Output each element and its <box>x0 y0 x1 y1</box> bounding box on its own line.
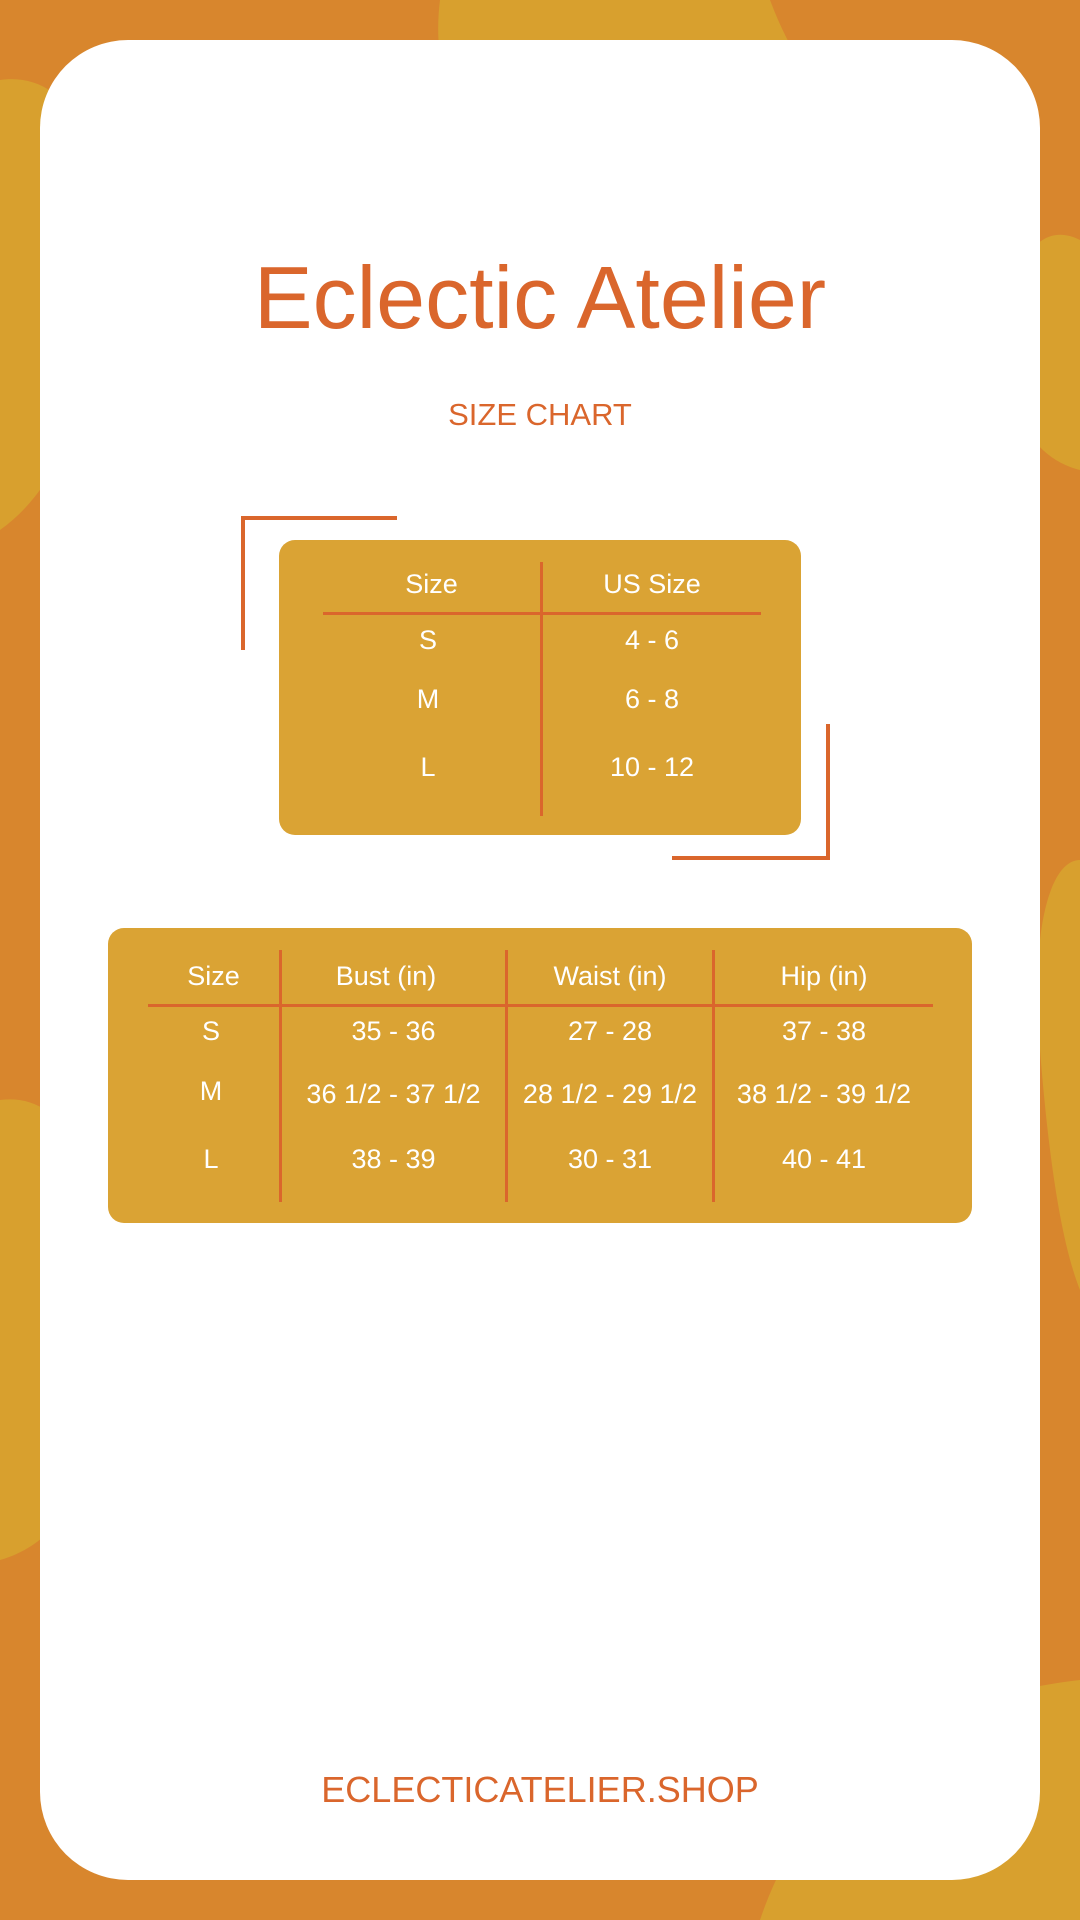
us-row-1-us-size: 4 - 6 <box>624 625 680 655</box>
meas-row-1-bust: 35 - 36 <box>351 1016 436 1046</box>
us-row-2-size: M <box>416 684 440 714</box>
meas-row-3-waist: 30 - 31 <box>567 1144 653 1174</box>
us-header-us-size: US Size <box>603 569 701 599</box>
meas-header-bust: Bust (in) <box>335 961 437 991</box>
meas-row-1-size: S <box>201 1016 220 1046</box>
size-chart-subtitle: SIZE CHART <box>448 397 632 432</box>
us-size-table <box>279 540 801 835</box>
meas-table-header-divider <box>148 1004 933 1007</box>
meas-header-hip: Hip (in) <box>780 961 868 991</box>
us-header-size: Size <box>405 569 458 599</box>
meas-header-size: Size <box>187 961 240 991</box>
meas-row-2-bust: 36 1/2 - 37 1/2 <box>306 1079 481 1109</box>
meas-row-3-bust: 38 - 39 <box>351 1144 436 1174</box>
meas-row-3-hip: 40 - 41 <box>781 1144 867 1174</box>
meas-row-3-size: L <box>203 1144 219 1174</box>
meas-row-2-hip: 38 1/2 - 39 1/2 <box>736 1079 912 1109</box>
us-row-2-us-size: 6 - 8 <box>624 684 680 714</box>
measurement-table <box>108 928 972 1223</box>
us-row-3-us-size: 10 - 12 <box>609 752 695 782</box>
meas-row-1-hip: 37 - 38 <box>781 1016 867 1046</box>
brand-title: Eclectic Atelier <box>253 248 827 347</box>
us-table-header-divider <box>323 612 761 615</box>
meas-row-2-waist: 28 1/2 - 29 1/2 <box>522 1079 698 1109</box>
meas-header-waist: Waist (in) <box>553 961 667 991</box>
us-row-1-size: S <box>418 625 437 655</box>
us-row-3-size: L <box>420 752 436 782</box>
website-link[interactable]: ECLECTICATELIER.SHOP <box>321 1769 759 1810</box>
meas-row-2-size: M <box>199 1076 223 1106</box>
meas-row-1-waist: 27 - 28 <box>567 1016 653 1046</box>
